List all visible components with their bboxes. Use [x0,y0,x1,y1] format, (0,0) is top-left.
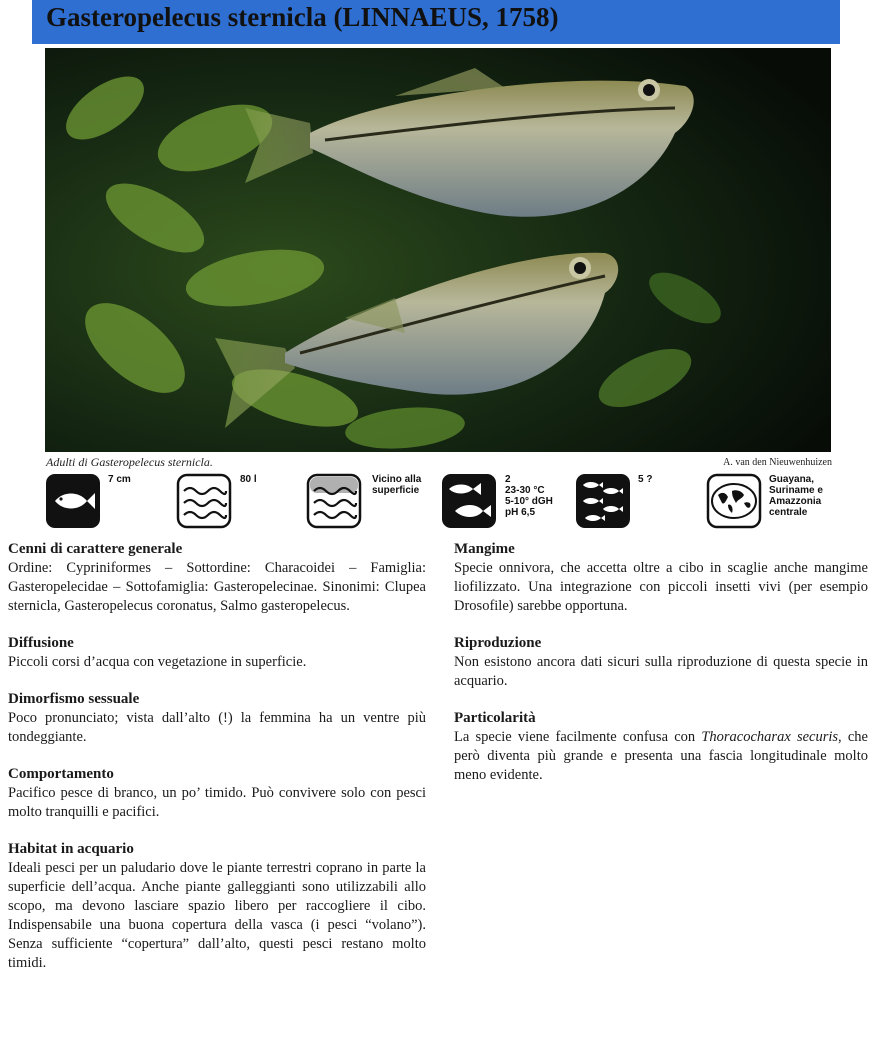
section-habitat [8,840,426,973]
section-behaviour [8,765,426,822]
water-params-label: 2 23-30 °C 5-10° dGH pH 6,5 [505,474,553,518]
section-distribution [8,634,426,672]
photo-credit: A. van den Nieuwenhuizen [723,457,832,468]
school-fish-icon [575,473,631,529]
section-heading: Riproduzione [454,635,542,651]
globe-label: Guayana, Suriname e Amazzonia centrale [769,474,823,518]
section-heading: Habitat in acquario [8,841,134,857]
school-fish-label: 5 ? [638,474,653,485]
photo-caption: Adulti di Gasteropelecus sternicla. [46,455,213,469]
section-heading: Diffusione [8,635,74,651]
section-text: Pacifico pesce di branco, un po’ timido. Può convivere solo con pesci molto tranquilli e pacifici. [8,785,426,820]
right-column [454,540,868,803]
left-column [8,540,426,991]
text-part: , che però diventa più grande e presenta una fascia longitudinale molto meno evidente. [454,729,868,783]
title-bar [32,0,840,44]
section-text [454,728,868,785]
tank-volume-icon [176,473,232,529]
section-heading: Mangime [454,541,515,557]
water-surface-icon [306,473,362,529]
section-text: Poco pronunciato; vista dall’alto (!) la femmina ha un ventre più tondeggiante. [8,710,426,745]
text-part: La specie viene facilmente confusa con [454,729,702,745]
water-surface-label: Vicino alla superficie [372,474,422,496]
section-text: Non esistono ancora dati sicuri sulla riproduzione di questa specie in acquario. [454,654,868,689]
section-heading: Dimorfismo sessuale [8,691,140,707]
fish-size-icon [45,473,101,529]
species-name: Thoracocharax securis [701,729,839,745]
section-text: Ordine: Cypriniformes – Sottordine: Characoidei – Famiglia: Gasteropelecidae – Sottofamiglia: Gasteropelecinae. Sinonimi: Clupea sternicla, Gasteropelecus coronatus, Salmo gasteropelecus. [8,560,426,614]
fish-size-label: 7 cm [108,474,131,485]
section-heading: Cenni di carattere generale [8,541,183,557]
section-dimorphism [8,690,426,747]
globe-icon [706,473,762,529]
water-params-icon [441,473,497,529]
section-heading: Comportamento [8,766,114,782]
page-title: Gasteropelecus sternicla (LINNAEUS, 1758) [46,2,559,32]
section-food [454,540,868,616]
section-text: Ideali pesci per un paludario dove le piante terrestri coprano in parte la superficie dell’acqua. Anche piante galleggianti sono utilizzabili allo scopo, ma devono lasciare spazio libero per raccogliere il cibo. Indispensabile una buona copertura della vasca (i pesci “volano”). Senza sufficiente “copertura” dall’alto, questi pesci restano molto timidi. [8,860,426,971]
section-heading: Particolarità [454,710,536,726]
section-general [8,540,426,616]
section-breeding [454,634,868,691]
section-text: Piccoli corsi d’acqua con vegetazione in superficie. [8,654,307,670]
fish-photo [45,48,831,452]
section-text: Specie onnivora, che accetta oltre a cibo in scaglie anche mangime liofilizzato. Una integrazione con piccoli insetti vivi (per esempio Drosofile) sarebbe opportuna. [454,560,868,614]
section-peculiarities [454,709,868,785]
tank-volume-label: 80 l [240,474,257,485]
